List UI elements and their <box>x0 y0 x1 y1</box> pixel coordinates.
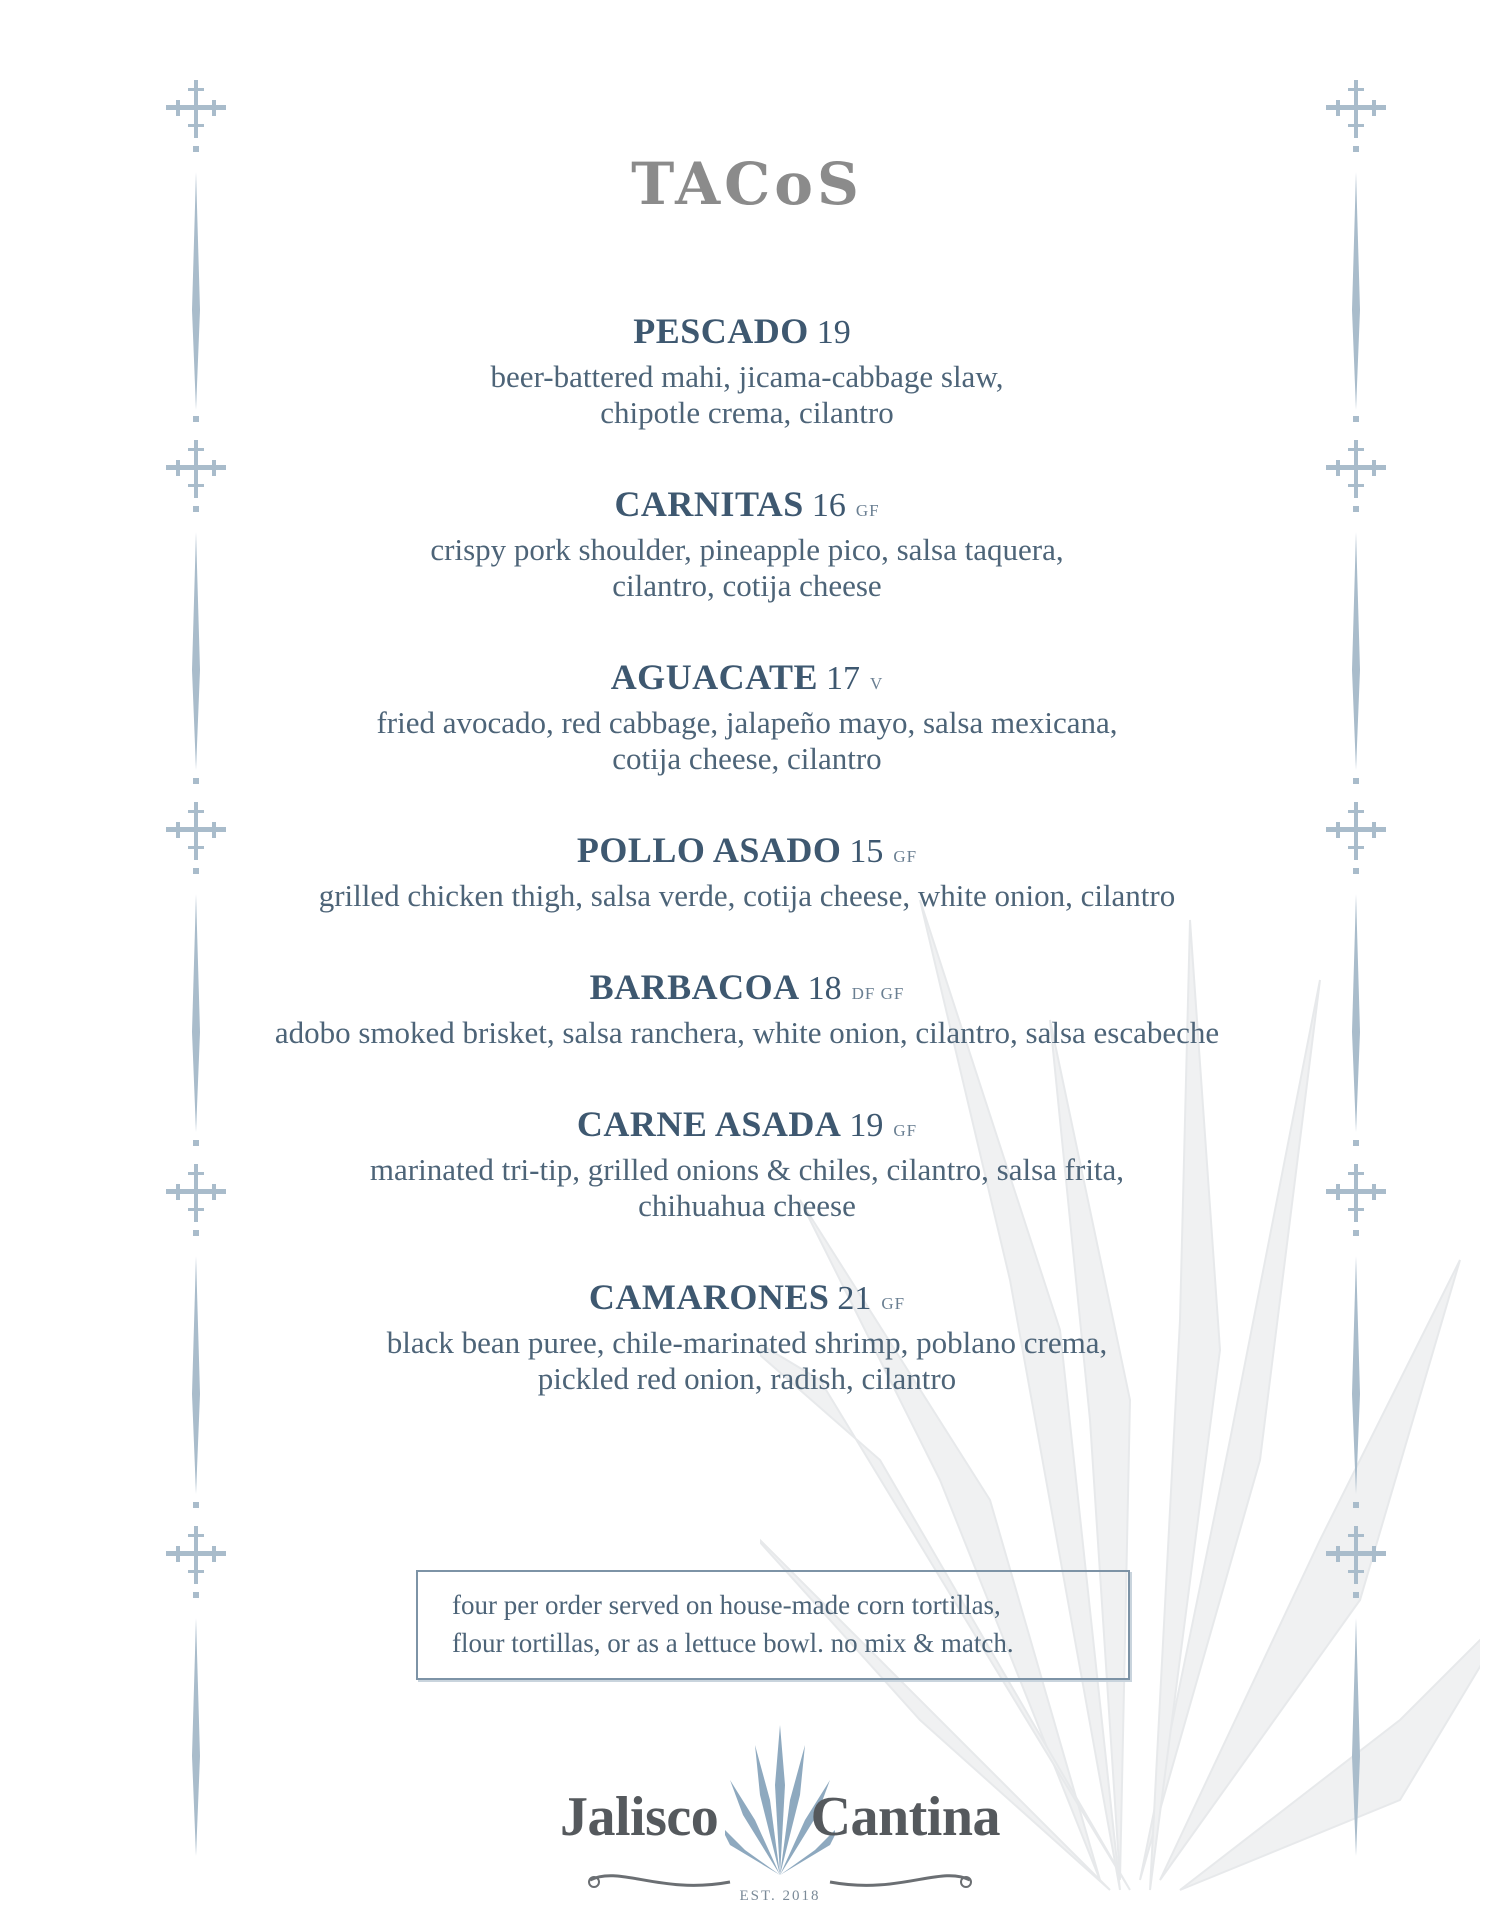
menu-item-price: 19 <box>849 1107 884 1144</box>
cross-ornament-icon <box>166 80 226 152</box>
logo-word-right: Cantina <box>810 1786 1000 1848</box>
menu-item-name: BARBACOA <box>589 967 800 1007</box>
menu-item-tags: DF GF <box>851 984 905 1003</box>
serving-note-box <box>416 1570 1130 1680</box>
menu-item-description: marinated tri-tip, grilled onions & chiles, cilantro, salsa frita, chihuahua cheese <box>369 1152 1125 1223</box>
menu-item-header <box>0 656 1494 705</box>
logo-established: EST. 2018 <box>739 1888 821 1904</box>
menu-item-camarones <box>0 1276 1494 1397</box>
menu-item-price: 19 <box>816 314 851 351</box>
menu-item-barbacoa <box>0 966 1494 1051</box>
menu-item-name: CAMARONES <box>588 1277 830 1317</box>
menu-item-description: beer-battered mahi, jicama-cabbage slaw, chipotle crema, cilantro <box>490 359 1004 430</box>
menu-item-name: PESCADO <box>633 311 809 351</box>
menu-item-header <box>0 483 1494 532</box>
menu-items <box>0 310 1494 1397</box>
menu-item-description: fried avocado, red cabbage, jalapeño mayo, salsa mexicana, cotija cheese, cilantro <box>376 705 1118 776</box>
menu-item-description: grilled chicken thigh, salsa verde, cotija cheese, white onion, cilantro <box>318 878 1176 913</box>
menu-item-name: CARNE ASADA <box>576 1104 842 1144</box>
menu-item-pollo-asado <box>0 829 1494 914</box>
menu-item-name: CARNITAS <box>614 484 804 524</box>
menu-item-name: POLLO ASADO <box>576 830 842 870</box>
menu-item-header <box>0 310 1494 359</box>
menu-item-header <box>0 1103 1494 1152</box>
menu-item-price: 16 <box>811 487 846 524</box>
menu-item-aguacate <box>0 656 1494 777</box>
menu-item-price: 15 <box>849 833 884 870</box>
logo-word-left: Jalisco <box>560 1786 719 1848</box>
menu-item-price: 21 <box>837 1280 872 1317</box>
menu-item-tags: GF <box>855 501 880 520</box>
serving-note: four per order served on house-made corn tortillas, flour tortillas, or as a lettuce bowl. no mix & match. <box>452 1590 1014 1658</box>
menu-item-tags: GF <box>893 1121 918 1140</box>
menu-item-price: 17 <box>826 660 861 697</box>
restaurant-logo <box>560 1725 1000 1915</box>
menu-item-header <box>0 966 1494 1015</box>
menu-item-carnitas <box>0 483 1494 604</box>
menu-item-tags: V <box>870 674 884 693</box>
menu-item-tags: GF <box>893 847 918 866</box>
page-title: TACoS <box>631 150 863 218</box>
menu-item-carne-asada <box>0 1103 1494 1224</box>
menu-item-description: crispy pork shoulder, pineapple pico, salsa taquera, cilantro, cotija cheese <box>430 532 1064 603</box>
menu-item-tags: GF <box>881 1294 906 1313</box>
menu-item-name: AGUACATE <box>610 657 819 697</box>
menu-item-description: adobo smoked brisket, salsa ranchera, white onion, cilantro, salsa escabeche <box>274 1015 1220 1050</box>
menu-item-header <box>0 1276 1494 1325</box>
menu-item-pescado <box>0 310 1494 431</box>
menu-item-description: black bean puree, chile-marinated shrimp, poblano crema, pickled red onion, radish, cilantro <box>386 1325 1108 1396</box>
menu-item-price: 18 <box>807 970 842 1007</box>
menu-item-header <box>0 829 1494 878</box>
